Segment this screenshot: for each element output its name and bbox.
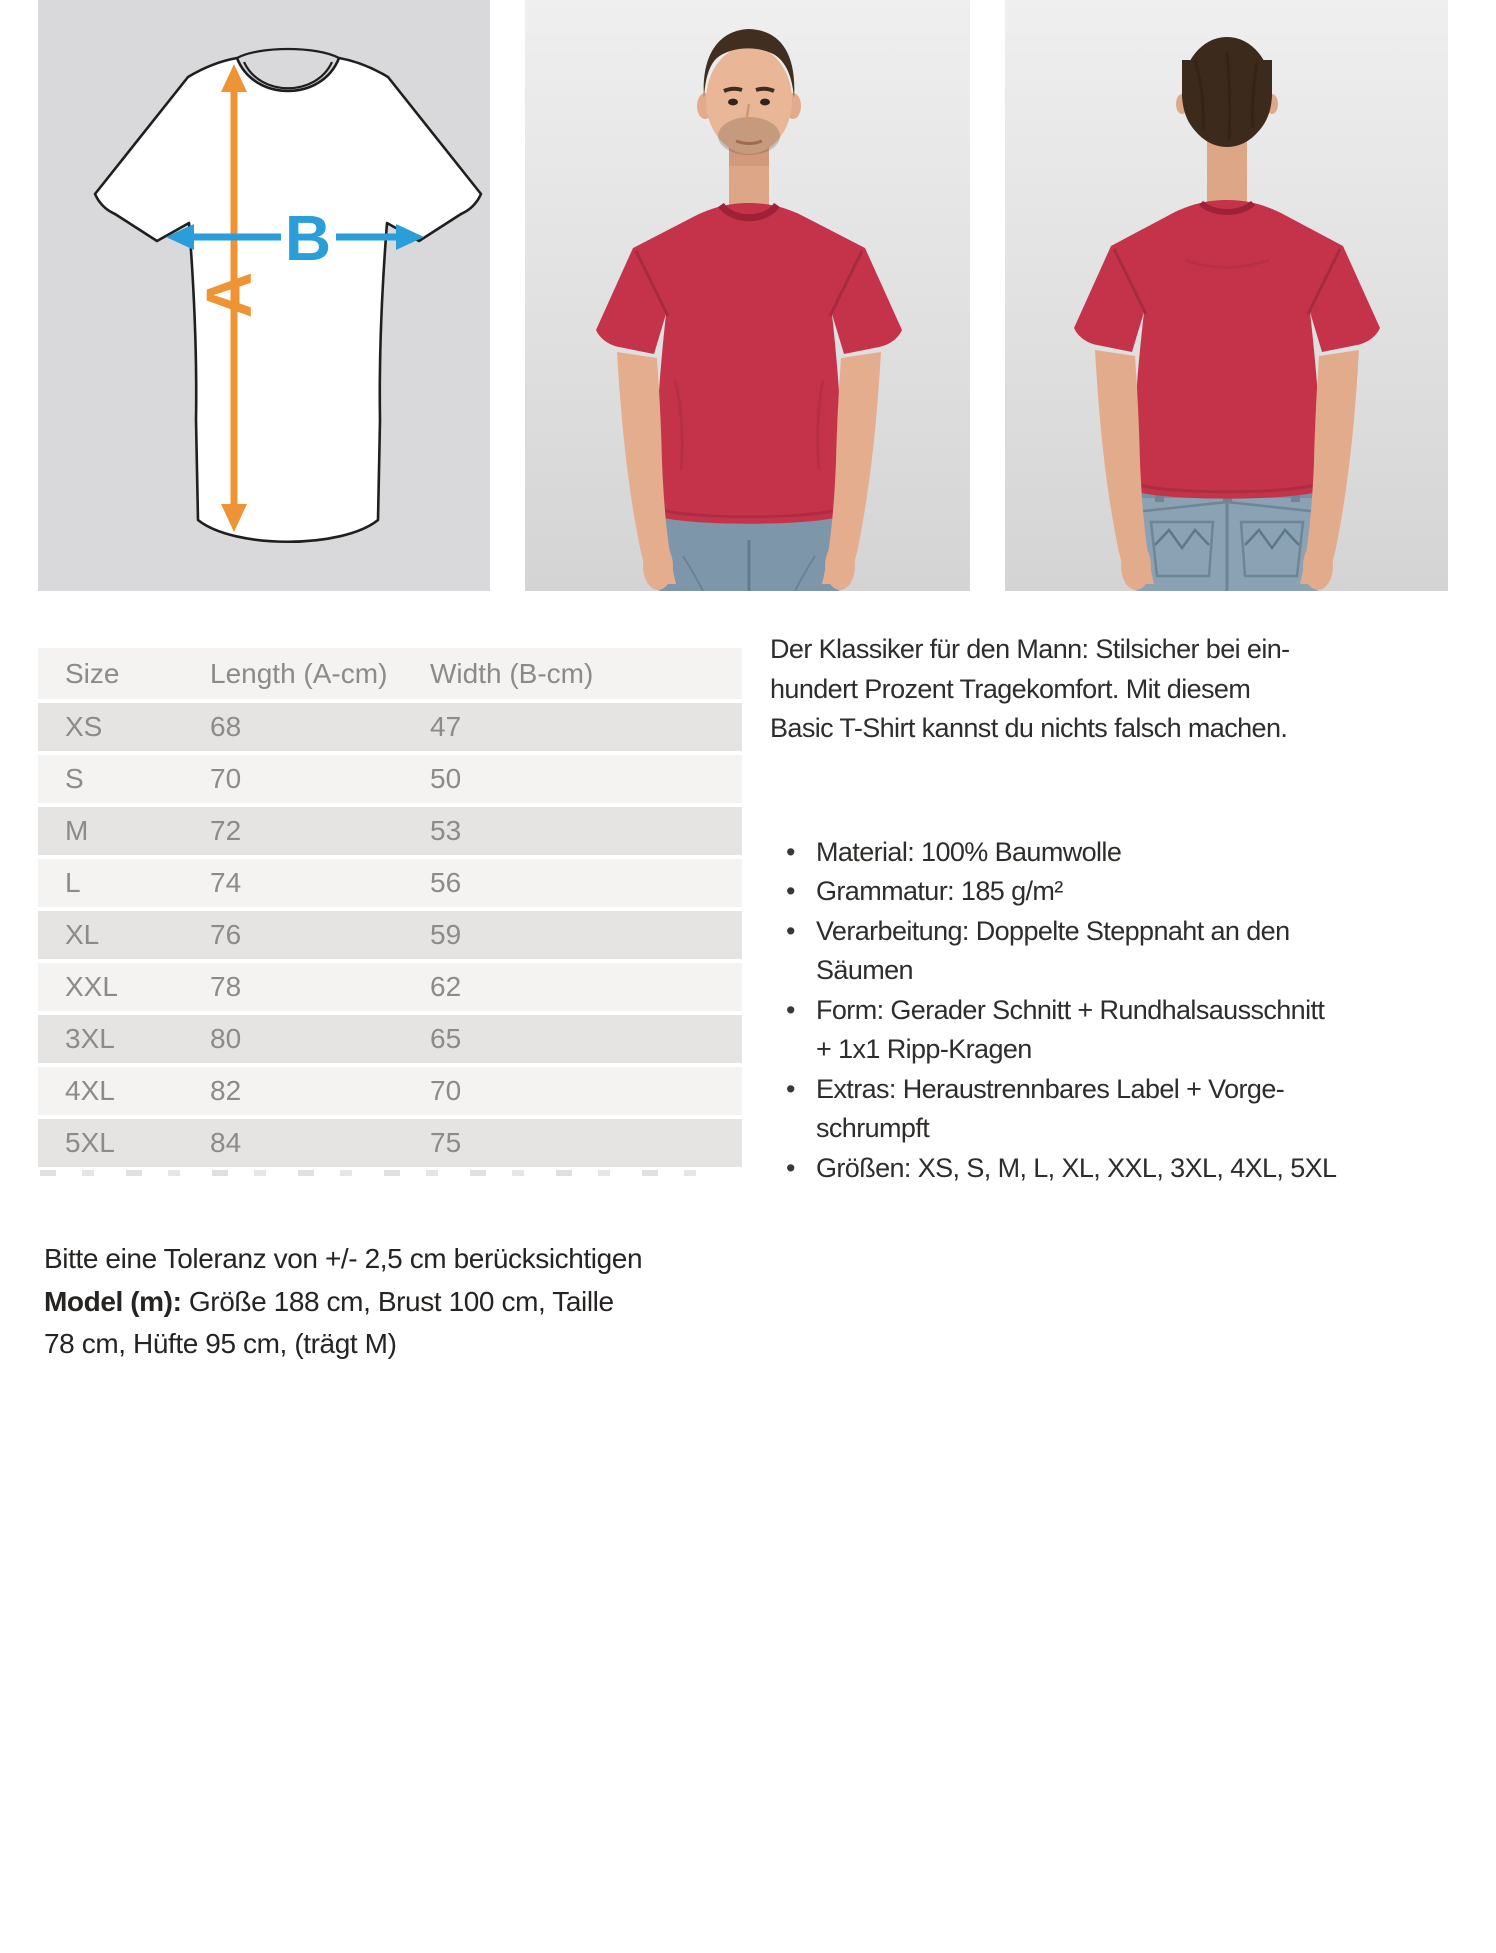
table-row [38, 1119, 742, 1167]
table-row [38, 703, 742, 751]
size-value: 4XL [65, 1075, 115, 1106]
description-bullet-item [770, 1070, 1336, 1149]
table-row [38, 859, 742, 907]
size-value: L [65, 867, 81, 898]
bullet-text: Form: Gerader Schnitt + Rundhalsausschnitt + 1x1 Ripp-Kragen [816, 994, 1325, 1064]
model-details: Größe 188 cm, Brust 100 cm, Taille [181, 1285, 614, 1317]
size-table [38, 648, 742, 1171]
column-header-length: Length (A-cm) [210, 657, 388, 689]
description-bullets [770, 833, 1336, 1189]
description-bullet-item [770, 991, 1336, 1070]
length-value: 70 [210, 763, 242, 794]
tshirt-measurement-diagram [38, 0, 490, 591]
length-value: 74 [210, 867, 242, 898]
width-value: 53 [430, 815, 462, 846]
size-table-rows [38, 703, 742, 1167]
size-value: 5XL [65, 1127, 115, 1158]
table-truncated-row [40, 1170, 700, 1176]
column-header-width: Width (B-cm) [430, 657, 594, 689]
bullet-text: Größen: XS, S, M, L, XL, XXL, 3XL, 4XL, 5XL [816, 1152, 1337, 1183]
length-value: 76 [210, 919, 242, 950]
description-intro-line: Der Klassiker für den Mann: Stilsicher bei ein- [770, 634, 1290, 664]
label-a: A [192, 271, 265, 319]
description-bullet-item [770, 912, 1336, 991]
description-intro-line: Basic T-Shirt kannst du nichts falsch machen. [770, 713, 1288, 743]
width-value: 47 [430, 711, 462, 742]
model-note-line1 [44, 1281, 642, 1324]
size-value: XS [65, 711, 103, 742]
bullet-text: Extras: Heraustrennbares Label + Vorge- schrumpft [816, 1073, 1285, 1143]
table-row [38, 755, 742, 803]
model-back-illustration [1005, 0, 1448, 591]
table-row [38, 963, 742, 1011]
width-value: 56 [430, 867, 462, 898]
size-value: XL [65, 919, 100, 950]
bullet-text: Grammatur: 185 g/m² [816, 876, 1063, 906]
column-header-size: Size [65, 657, 120, 689]
size-diagram-image [38, 0, 490, 591]
table-row [38, 1015, 742, 1063]
length-value: 72 [210, 815, 242, 846]
size-value: S [65, 763, 84, 794]
model-note-line2: 78 cm, Hüfte 95 cm, (trägt M) [44, 1328, 397, 1359]
model-front-photo [525, 0, 970, 591]
length-value: 78 [210, 971, 242, 1002]
table-row [38, 911, 742, 959]
description-bullet-item [770, 1149, 1336, 1189]
label-b: B [284, 202, 332, 274]
width-value: 65 [430, 1023, 462, 1054]
model-back-photo [1005, 0, 1448, 591]
length-value: 84 [210, 1127, 242, 1158]
measurement-notes [44, 1238, 642, 1366]
length-value: 68 [210, 711, 242, 742]
size-value: XXL [65, 971, 118, 1002]
description-bullet-item [770, 833, 1336, 873]
model-label: Model (m): [44, 1285, 182, 1317]
table-row [38, 1067, 742, 1115]
tolerance-note: Bitte eine Toleranz von +/- 2,5 cm berücksichtigen [44, 1243, 643, 1274]
description-bullet-item [770, 872, 1336, 912]
width-value: 70 [430, 1075, 462, 1106]
length-value: 82 [210, 1075, 242, 1106]
bullet-text: Material: 100% Baumwolle [816, 836, 1122, 867]
width-value: 75 [430, 1127, 462, 1158]
table-row [38, 807, 742, 855]
width-value: 62 [430, 971, 462, 1002]
width-value: 50 [430, 763, 462, 794]
model-front-illustration [525, 0, 970, 591]
description-intro-line: hundert Prozent Tragekomfort. Mit diesem [770, 673, 1251, 704]
product-description [770, 630, 1336, 1188]
bullet-text: Verarbeitung: Doppelte Steppnaht an den Säumen [816, 915, 1290, 985]
length-value: 80 [210, 1023, 242, 1054]
size-table-header [38, 648, 742, 699]
size-value: 3XL [65, 1023, 115, 1054]
width-value: 59 [430, 919, 462, 950]
size-value: M [65, 815, 89, 846]
